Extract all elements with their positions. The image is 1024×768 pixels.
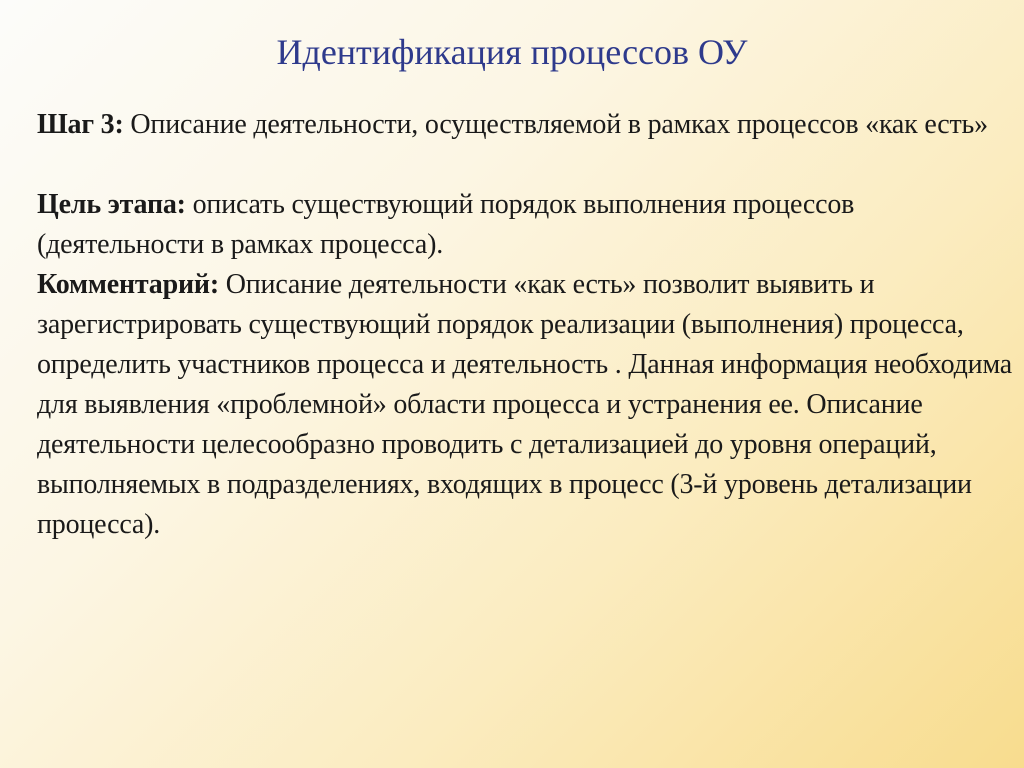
comment-paragraph (37, 265, 1012, 545)
step-label: Шаг 3: (37, 109, 124, 140)
step-text: Описание деятельности, осуществляемой в рамках процессов «как есть» (123, 109, 988, 140)
comment-label: Комментарий: (37, 269, 219, 300)
step-paragraph (37, 105, 1012, 145)
slide-body (37, 105, 1012, 545)
slide-title: Идентификация процессов ОУ (276, 32, 748, 72)
comment-text: Описание деятельности «как есть» позволит выявить и зарегистрировать существующий порядок реализации (выполнения) процесса, определить участников процесса и деятельность . Данная информация необходима для выявления «проблемной» области процесса и устранения ее. Описание деятельности целесообразно проводить с детализацией до уровня операций, выполняемых в подразделениях, входящих в процесс (3-й уровень детализации процесса). (37, 269, 1012, 540)
goal-text: описать существующий порядок выполнения процессов (деятельности в рамках процесса). (37, 189, 855, 260)
goal-paragraph (37, 185, 1012, 265)
goal-label: Цель этапа: (37, 189, 186, 220)
